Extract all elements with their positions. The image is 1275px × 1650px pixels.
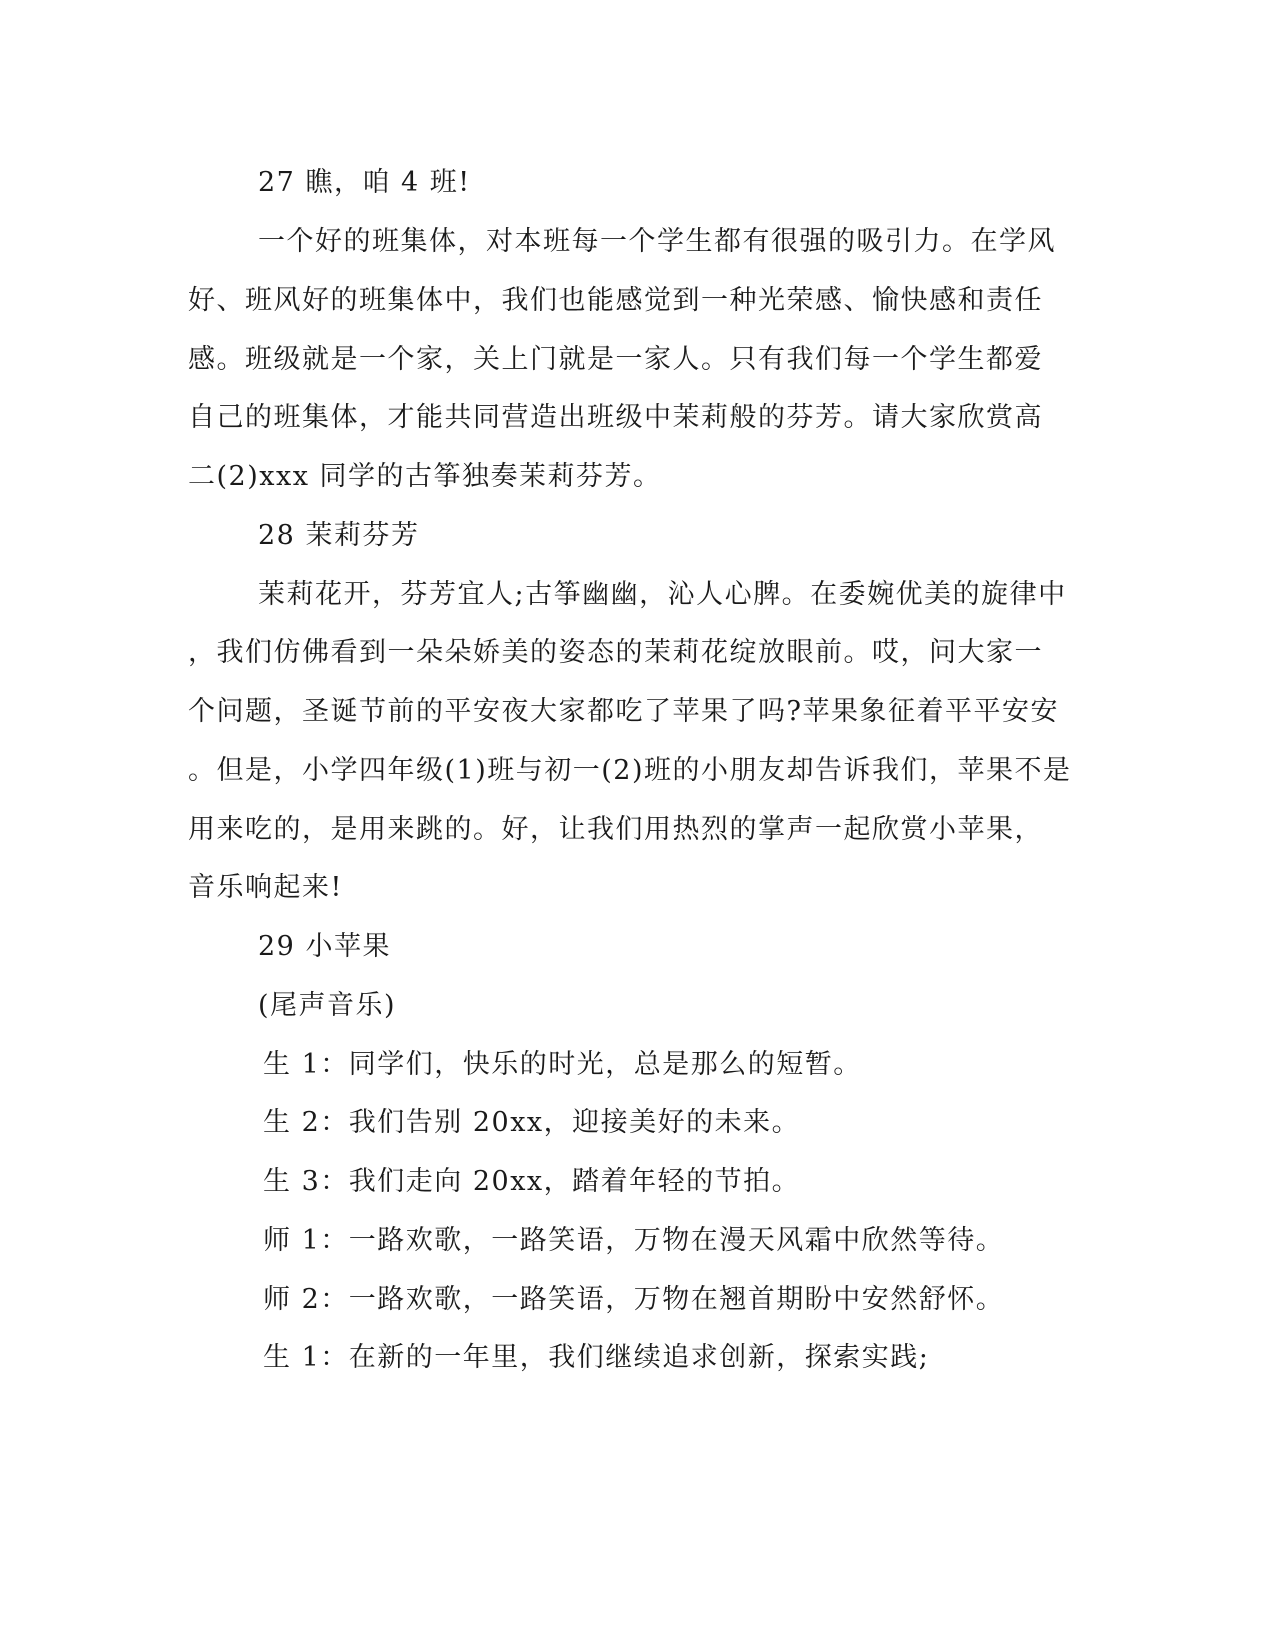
dialogue-line: 生 3：我们走向 20xx，踏着年轻的节拍。 <box>263 1166 801 1197</box>
stage-direction: (尾声音乐) <box>258 990 397 1021</box>
section-heading-28: 28 茉莉芬芳 <box>258 520 420 551</box>
paragraph-line: 茉莉花开，芬芳宜人;古筝幽幽，沁人心脾。在委婉优美的旋律中 <box>258 579 1067 610</box>
paragraph-line: 个问题，圣诞节前的平安夜大家都吃了苹果了吗?苹果象征着平平安安 <box>188 696 1059 727</box>
paragraph-line: 自己的班集体，才能共同营造出班级中茉莉般的芬芳。请大家欣赏高 <box>188 402 1043 433</box>
dialogue-line: 生 1：同学们，快乐的时光，总是那么的短暂。 <box>263 1049 862 1080</box>
paragraph-line: 用来吃的，是用来跳的。好，让我们用热烈的掌声一起欣赏小苹果， <box>188 814 1043 845</box>
section-heading-27: 27 瞧，咱 4 班! <box>258 167 471 198</box>
paragraph-line: 音乐响起来! <box>188 872 343 903</box>
paragraph-line: 二(2)xxx 同学的古筝独奏茉莉芬芳。 <box>188 461 662 492</box>
section-heading-29: 29 小苹果 <box>258 931 391 962</box>
dialogue-line: 生 2：我们告别 20xx，迎接美好的未来。 <box>263 1107 801 1138</box>
paragraph-line: 好、班风好的班集体中，我们也能感觉到一种光荣感、愉快感和责任 <box>188 285 1043 316</box>
dialogue-line: 师 2：一路欢歌，一路笑语，万物在翘首期盼中安然舒怀。 <box>263 1284 1005 1315</box>
paragraph-line: 一个好的班集体，对本班每一个学生都有很强的吸引力。在学风 <box>258 226 1056 257</box>
dialogue-line: 师 1：一路欢歌，一路笑语，万物在漫天风霜中欣然等待。 <box>263 1225 1005 1256</box>
paragraph-line: ，我们仿佛看到一朵朵娇美的姿态的茉莉花绽放眼前。哎，问大家一 <box>188 637 1043 668</box>
dialogue-line: 生 1：在新的一年里，我们继续追求创新，探索实践; <box>263 1342 930 1373</box>
paragraph-line: 感。班级就是一个家，关上门就是一家人。只有我们每一个学生都爱 <box>188 344 1043 375</box>
paragraph-line: 。但是，小学四年级(1)班与初一(2)班的小朋友却告诉我们，苹果不是 <box>188 755 1072 786</box>
